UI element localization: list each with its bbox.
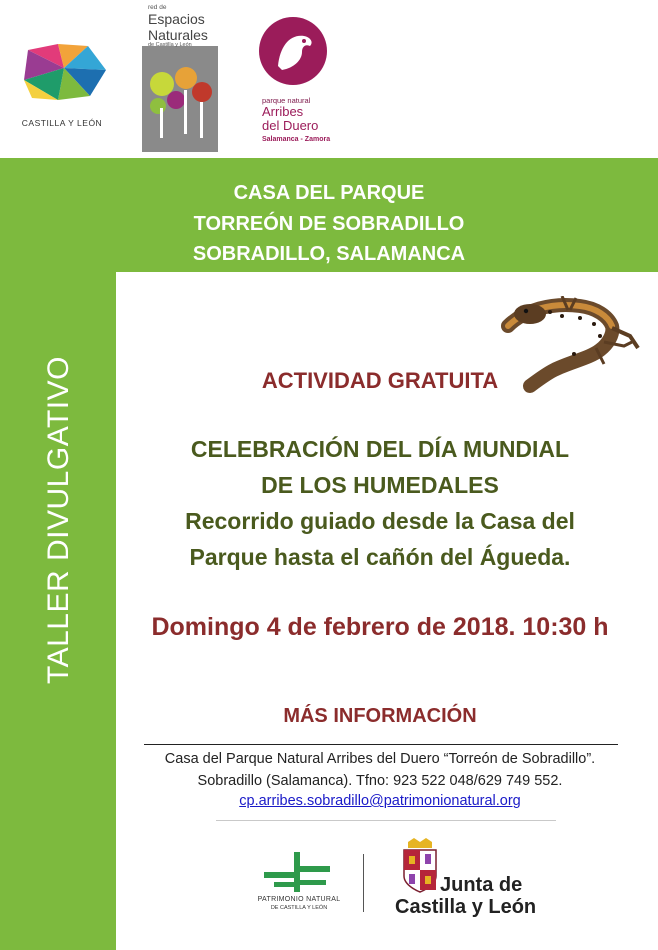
event-desc-line2: Parque hasta el cañón del Águeda. (189, 544, 571, 570)
footer-divider (216, 820, 556, 821)
espacios-naturales-logo-icon (142, 0, 218, 152)
espacios-logo-line3: Naturales (148, 27, 208, 43)
espacios-logo-line4: de Castilla y León (148, 42, 192, 48)
espacios-logo-line2: Espacios (148, 11, 205, 27)
header-line1: CASA DEL PARQUE (233, 182, 425, 204)
contact-email-row (130, 790, 630, 813)
patrimonio-text-line1: PATRIMONIO NATURAL (257, 896, 341, 903)
event-date: Domingo 4 de febrero de 2018. 10:30 h (151, 613, 609, 641)
event-title-line1: CELEBRACIÓN DEL DÍA MUNDIAL (190, 436, 570, 462)
arribes-logo-line1: parque natural (262, 96, 311, 105)
junta-shield-icon (400, 838, 440, 894)
free-activity-label: ACTIVIDAD GRATUITA (261, 368, 499, 393)
espacios-logo-line1: red de (148, 4, 167, 11)
footer-separator (363, 854, 364, 912)
arribes-logo-line4: Salamanca - Zamora (262, 136, 331, 143)
arribes-logo-line2: Arribes (262, 104, 304, 119)
castilla-leon-logo-icon (18, 40, 110, 104)
sidebar-label (16, 300, 102, 740)
sidebar-label-text: TALLER DIVULGATIVO (42, 356, 75, 684)
header-line2: TORREÓN DE SOBRADILLO (193, 213, 465, 235)
event-desc-line1: Recorrido guiado desde la Casa del (185, 508, 575, 534)
contact-line2: Sobradillo (Salamanca). Tfno: 923 522 048/629 749 552. (197, 773, 563, 789)
vulture-logo-icon (258, 16, 328, 86)
castilla-leon-logo-text: CASTILLA Y LEÓN (21, 118, 103, 128)
more-info-heading: MÁS INFORMACIÓN (283, 705, 477, 727)
contact-line1: Casa del Parque Natural Arribes del Duero “Torreón de Sobradillo”. (164, 751, 596, 767)
junta-text-line1: Junta de (440, 874, 523, 896)
contact-email-link[interactable]: cp.arribes.sobradillo@patrimonionatural.org (239, 793, 521, 809)
arribes-logo-line3: del Duero (262, 118, 319, 133)
header-line3: SOBRADILLO, SALAMANCA (192, 243, 466, 265)
patrimonio-natural-logo-icon (258, 850, 338, 894)
patrimonio-text-line2: DE CASTILLA Y LEÓN (270, 905, 328, 911)
event-title-line2: DE LOS HUMEDALES (261, 472, 499, 498)
divider (144, 744, 618, 745)
junta-text-line2: Castilla y León (395, 896, 537, 918)
